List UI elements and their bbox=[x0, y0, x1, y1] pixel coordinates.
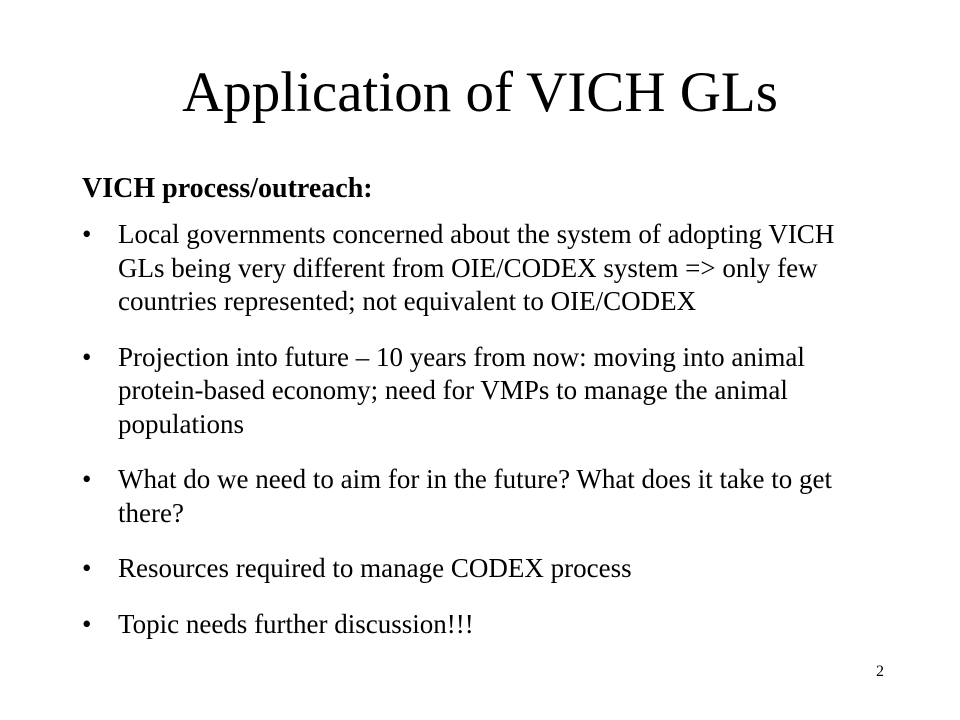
page-number: 2 bbox=[876, 663, 884, 680]
bullet-item bbox=[82, 218, 872, 319]
bullet-list bbox=[82, 218, 872, 663]
slide-title: Application of VICH GLs bbox=[182, 61, 778, 124]
bullet-text: What do we need to aim for in the future? What does it take to get there? bbox=[118, 464, 833, 528]
slide-subtitle: VICH process/outreach: bbox=[82, 173, 373, 204]
bullet-text: Local governments concerned about the system of adopting VICH GLs being very different from OIE/CODEX system => only few countries represented; not equivalent to OIE/CODEX bbox=[118, 219, 835, 316]
bullet-icon: • bbox=[82, 608, 92, 639]
bullet-item bbox=[82, 608, 872, 642]
bullet-item bbox=[82, 552, 872, 586]
bullet-icon: • bbox=[82, 464, 92, 494]
bullet-text: Topic needs further discussion!!! bbox=[118, 608, 474, 639]
bullet-text: Projection into future – 10 years from now: moving into animal protein-based economy; need for VMPs to manage the animal populations bbox=[118, 341, 805, 439]
bullet-icon: • bbox=[82, 553, 92, 583]
bullet-icon: • bbox=[82, 341, 92, 372]
bullet-item bbox=[82, 463, 872, 530]
bullet-item bbox=[82, 341, 872, 442]
bullet-text: Resources required to manage CODEX process bbox=[118, 553, 632, 583]
bullet-icon: • bbox=[82, 219, 92, 249]
